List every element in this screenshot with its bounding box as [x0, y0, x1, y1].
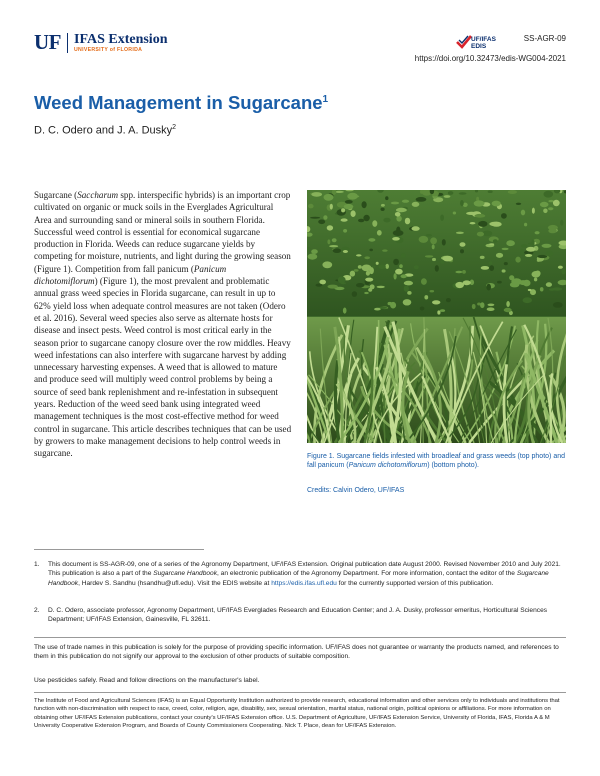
foliage-speck — [506, 301, 510, 307]
foliage-speck — [341, 208, 345, 212]
body-text: spp. interspecific hybrids) is an important crop cultivated on organic or muck soils in the Everglades Agricultural Area and surrounding sand or mineral soils in southern Florida. Successful weed control is essential for economical sugarcane production in Florida. Weeds can reduce sugarcane yields by competing for moisture, nutrients, and light during the growing season (Figure 1). Competition from fall panicum ( — [34, 190, 291, 274]
foliage-speck — [472, 304, 476, 309]
foliage-speck — [402, 200, 409, 203]
divider — [34, 637, 566, 638]
foliage-speck — [424, 295, 428, 299]
foliage-speck — [311, 249, 318, 254]
figure-1-photo — [307, 190, 566, 443]
foliage-speck — [456, 232, 464, 234]
document-number: SS-AGR-09 — [523, 34, 566, 43]
foliage-speck — [414, 265, 419, 269]
foliage-speck — [486, 284, 491, 291]
foliage-speck — [358, 265, 362, 269]
foliage-speck — [528, 243, 534, 245]
foliage-speck — [470, 222, 476, 224]
foliage-speck — [356, 283, 364, 287]
foliage-speck — [419, 236, 429, 243]
foliage-speck — [489, 222, 500, 226]
foliage-speck — [526, 247, 536, 252]
foliage-speck — [392, 237, 400, 241]
caption-text: Figure 1. Sugarcane fields infested with broadleaf and grass weeds (top photo) and fall panicum ( — [307, 453, 565, 470]
foliage-speck — [462, 270, 466, 274]
foliage-speck — [543, 209, 547, 214]
foliage-speck — [412, 202, 420, 207]
foliage-speck — [393, 259, 399, 265]
foliage-speck — [542, 244, 552, 248]
foliage-speck — [364, 256, 370, 259]
foliage-speck — [362, 201, 367, 208]
foliage-speck — [463, 280, 471, 285]
edis-badge-text: UF/IFAS EDIS — [471, 36, 496, 50]
foliage-speck — [416, 197, 427, 202]
foliage-speck — [446, 298, 451, 302]
foliage-speck — [365, 278, 373, 282]
foliage-speck — [477, 232, 484, 237]
foliage-speck — [358, 219, 364, 222]
foliage-speck — [487, 307, 495, 311]
intro-paragraph — [34, 189, 292, 460]
foliage-speck — [481, 266, 489, 270]
foliage-speck — [308, 254, 318, 260]
foliage-speck — [345, 200, 353, 204]
foliage-speck — [395, 269, 403, 275]
foliage-speck — [488, 304, 495, 307]
authors-text: D. C. Odero and J. A. Dusky — [34, 124, 173, 137]
foliage-speck — [528, 289, 532, 291]
foliage-speck — [460, 249, 464, 253]
foliage-speck — [308, 204, 314, 209]
pesticide-safety-note: Use pesticides safely. Read and follow directions on the manufacturer's label. — [34, 677, 260, 684]
figure-credits: Credits: Calvin Odero, UF/IFAS — [307, 487, 405, 494]
foliage-speck — [474, 200, 485, 206]
body-italic: Panicum dichotomiflorum — [34, 263, 227, 287]
foliage-speck — [328, 285, 338, 289]
foliage-speck — [329, 245, 338, 247]
foliage-speck — [369, 267, 374, 274]
footnote-text: , Hardev S. Sandhu (hsandhu@ufl.edu). Visit the EDIS website at — [78, 579, 272, 587]
footnote-italic: Sugarcane Handbook — [153, 570, 217, 578]
foliage-speck — [512, 279, 515, 284]
foliage-speck — [558, 266, 563, 269]
foliage-speck — [344, 204, 354, 209]
body-text: ) (Figure 1), the most prevalent and problematic annual grass weed species in Florida sugarcane, can result in up to 62% yield loss when adequate control measures are not taken (Odero et al. 2016). Several weed species also serve as alternate hosts for disease and insect pests. Weed control is most critical early in the season prior to sugarcane canopy closure over the row middles. Heavy weed infestations can also interfere with sugarcane harvest by adding unnecessary harvesting expenses. A weed that is allowed to mature and produce seed will multiply weed control problems by being a source of seed bank replenishment and re-infestation in subsequent years. Reduction of the weed seed bank using integrated weed management techniques is the most cost-effective method for weed control in sugarcane. This article describes techniques that can be used by growers to make management decisions to help control weeds in sugarcane. — [34, 276, 292, 459]
foliage-speck — [383, 218, 390, 223]
foliage-speck — [548, 207, 553, 210]
foliage-speck — [401, 253, 406, 257]
body-text: Sugarcane ( — [34, 190, 78, 200]
foliage-speck — [502, 248, 509, 250]
edis-badge — [456, 34, 506, 52]
foliage-speck — [455, 271, 462, 273]
foliage-speck — [368, 238, 375, 242]
foliage-speck — [430, 237, 437, 244]
foliage-speck — [478, 221, 487, 227]
university-text: UNIVERSITY of FLORIDA — [74, 47, 143, 53]
foliage-speck — [377, 286, 385, 288]
foliage-speck — [343, 229, 347, 233]
foliage-speck — [459, 192, 467, 195]
foliage-speck — [372, 220, 377, 227]
footnote-number: 2. — [34, 607, 40, 614]
body-italic: Saccharum — [77, 190, 119, 200]
foliage-speck — [532, 271, 541, 278]
foliage-speck — [327, 225, 333, 230]
foliage-speck — [546, 251, 554, 257]
logo-divider — [67, 33, 68, 53]
foliage-speck — [524, 223, 527, 227]
foliage-speck — [338, 276, 346, 283]
foliage-speck — [521, 244, 528, 247]
footnote-italic: Sugarcane Handbook — [48, 570, 549, 587]
foliage-speck — [412, 226, 420, 231]
foliage-speck — [466, 212, 477, 215]
foliage-speck — [369, 249, 373, 252]
foliage-speck — [489, 243, 494, 245]
footnote-2 — [34, 606, 564, 625]
foliage-speck — [480, 302, 484, 308]
foliage-speck — [356, 254, 362, 256]
page-title — [34, 92, 328, 114]
foliage-speck — [349, 195, 359, 198]
foliage-speck — [391, 202, 399, 205]
foliage-speck — [537, 255, 547, 258]
footnote-text: for the currently supported version of this publication. — [336, 579, 494, 587]
foliage-speck — [535, 231, 540, 234]
foliage-speck — [376, 262, 379, 265]
foliage-speck — [440, 215, 444, 221]
caption-italic: Panicum dichotomiflorum — [348, 462, 428, 470]
foliage-speck — [395, 212, 401, 217]
foliage-speck — [425, 255, 433, 257]
foliage-speck — [443, 256, 453, 262]
foliage-speck — [426, 234, 432, 237]
authors — [34, 124, 176, 137]
foliage-speck — [432, 300, 440, 304]
foliage-speck — [525, 254, 532, 257]
foliage-speck — [310, 217, 320, 219]
foliage-speck — [432, 244, 435, 249]
foliage-speck — [532, 208, 535, 214]
foliage-speck — [521, 210, 525, 216]
foliage-speck — [453, 212, 456, 215]
foliage-speck — [311, 192, 322, 197]
footnote-number: 1. — [34, 561, 40, 568]
foliage-speck — [460, 200, 464, 206]
trade-name-disclaimer: The use of trade names in this publication is solely for the purpose of providing specific information. UF/IFAS does not guarantee or warranty the products named, and references to them in this publication do not signify our approval to the exclusion of other products of suitable composition. — [34, 644, 559, 661]
foliage-speck — [516, 203, 521, 205]
foliage-speck — [332, 238, 337, 242]
divider — [34, 692, 566, 693]
foliage-speck — [553, 302, 563, 308]
foliage-speck — [330, 204, 333, 210]
foliage-speck — [430, 290, 435, 292]
foliage-speck — [351, 210, 356, 217]
foliage-speck — [407, 291, 411, 295]
foliage-speck — [506, 240, 515, 246]
foliage-speck — [475, 214, 486, 218]
foliage-speck — [540, 287, 544, 291]
foliage-speck — [404, 285, 409, 292]
foliage-speck — [548, 229, 557, 234]
foliage-speck — [316, 284, 323, 287]
foliage-speck — [385, 264, 389, 269]
foliage-speck — [508, 190, 517, 194]
foliage-speck — [437, 310, 440, 314]
foliage-speck — [378, 265, 385, 269]
foliage-speck — [421, 278, 427, 285]
foliage-speck — [396, 208, 407, 212]
foliage-speck — [341, 218, 348, 221]
foliage-speck — [489, 265, 494, 271]
foliage-speck — [553, 200, 560, 206]
foliage-speck — [501, 213, 507, 219]
edis-check-icon — [456, 34, 472, 50]
foliage-speck — [343, 250, 348, 253]
foliage-speck — [364, 292, 368, 294]
foliage-speck — [404, 281, 413, 286]
foliage-speck — [546, 282, 552, 287]
foliage-speck — [502, 269, 506, 272]
foliage-speck — [497, 281, 502, 284]
foliage-speck — [493, 239, 498, 243]
foliage-speck — [552, 287, 562, 290]
footnote-text: D. C. Odero, associate professor, Agronomy Department, UF/IFAS Everglades Research and Education Center; and J. A. Dusky, professor emeritus, Horticultural Sciences Department; UF/IFAS Extension, Gainesville, FL 32611. — [48, 607, 548, 624]
foliage-speck — [544, 191, 554, 198]
title-footnote-ref[interactable]: 1 — [322, 93, 329, 105]
foliage-speck — [560, 220, 563, 226]
foliage-speck — [496, 253, 503, 258]
foliage-speck — [440, 309, 445, 312]
equal-opportunity-statement: The Institute of Food and Agricultural Sciences (IFAS) is an Equal Opportunity Institution authorized to provide research, educational information and other services only to individuals and institutions that function with non-discrimination with respect to race, creed, color, religion, age, disability, sex, sexual orientation, marital status, national origin, political opinions or affiliations. For more information on obtaining other UF/IFAS Extension publications, contact your county's UF/IFAS Extension office. U.S. Department of Agriculture, UF/IFAS Extension Service, University of Florida, IFAS, Florida A & M University Cooperative Extension Program, and Boards of County Commissioners Cooperating. Nick T. Place, dean for UF/IFAS Extension. — [34, 698, 560, 730]
uf-logo-mark: UF — [34, 30, 61, 54]
foliage-speck — [504, 308, 512, 312]
foliage-speck — [432, 258, 436, 261]
foliage-speck — [324, 194, 334, 201]
foliage-speck — [390, 302, 396, 309]
authors-footnote-ref[interactable]: 2 — [172, 124, 177, 131]
foliage-speck — [504, 262, 508, 265]
foliage-speck — [515, 257, 520, 263]
foliage-speck — [333, 248, 341, 253]
foliage-speck — [352, 291, 357, 297]
foliage-speck — [374, 308, 381, 311]
foliage-speck — [492, 201, 501, 207]
foliage-speck — [448, 191, 454, 195]
sugarcane-weed-photo — [307, 190, 566, 443]
foliage-speck — [343, 308, 347, 314]
uf-ifas-extension-logo — [34, 32, 167, 54]
foliage-speck — [540, 202, 549, 207]
foliage-speck — [561, 269, 565, 274]
foliage-speck — [403, 299, 412, 305]
foliage-speck — [444, 195, 451, 198]
foliage-speck — [327, 239, 330, 244]
foliage-speck — [322, 261, 332, 268]
footnote-text: , an electronic publication of the Agronomy Department. For more information, contact the editor of the — [217, 570, 517, 578]
foliage-speck — [489, 261, 493, 264]
foliage-speck — [354, 269, 359, 272]
foliage-speck — [460, 242, 466, 247]
doi-link[interactable]: https://doi.org/10.32473/edis-WG004-2021 — [414, 54, 566, 63]
foliage-speck — [480, 256, 485, 259]
foliage-speck — [381, 208, 385, 211]
foliage-speck — [340, 282, 346, 284]
foliage-speck — [318, 220, 325, 225]
foliage-speck — [382, 249, 387, 251]
foliage-speck — [440, 260, 444, 264]
footnote-1 — [34, 560, 564, 588]
foliage-speck — [381, 204, 385, 207]
foliage-speck — [394, 273, 397, 279]
foliage-speck — [368, 288, 372, 292]
foliage-speck — [442, 239, 446, 245]
foliage-speck — [405, 218, 410, 225]
foliage-speck — [399, 264, 403, 268]
foliage-speck — [385, 196, 388, 200]
foliage-speck — [520, 249, 524, 255]
foliage-speck — [534, 278, 537, 282]
ifas-extension-text: IFAS Extension — [74, 32, 168, 47]
foliage-speck — [323, 215, 327, 220]
edis-website-link[interactable]: https://edis.ifas.ufl.edu — [271, 579, 337, 587]
caption-text: ) (bottom photo). — [427, 462, 479, 470]
foliage-speck — [401, 274, 407, 278]
foliage-speck — [435, 265, 439, 272]
figure-caption — [307, 452, 566, 471]
foliage-speck — [393, 230, 404, 236]
foliage-speck — [523, 297, 532, 303]
foliage-speck — [420, 307, 425, 311]
title-text: Weed Management in Sugarcane — [34, 92, 323, 113]
foliage-speck — [350, 271, 355, 277]
foliage-speck — [488, 190, 493, 193]
footnote-divider — [34, 549, 204, 550]
foliage-speck — [377, 230, 382, 236]
footnote-text: This document is SS-AGR-09, one of a series of the Agronomy Department, UF/IFAS Extension. Original publication date August 2000. Revised November 2010 and July 2021. This publication is also a part of the — [48, 561, 561, 578]
